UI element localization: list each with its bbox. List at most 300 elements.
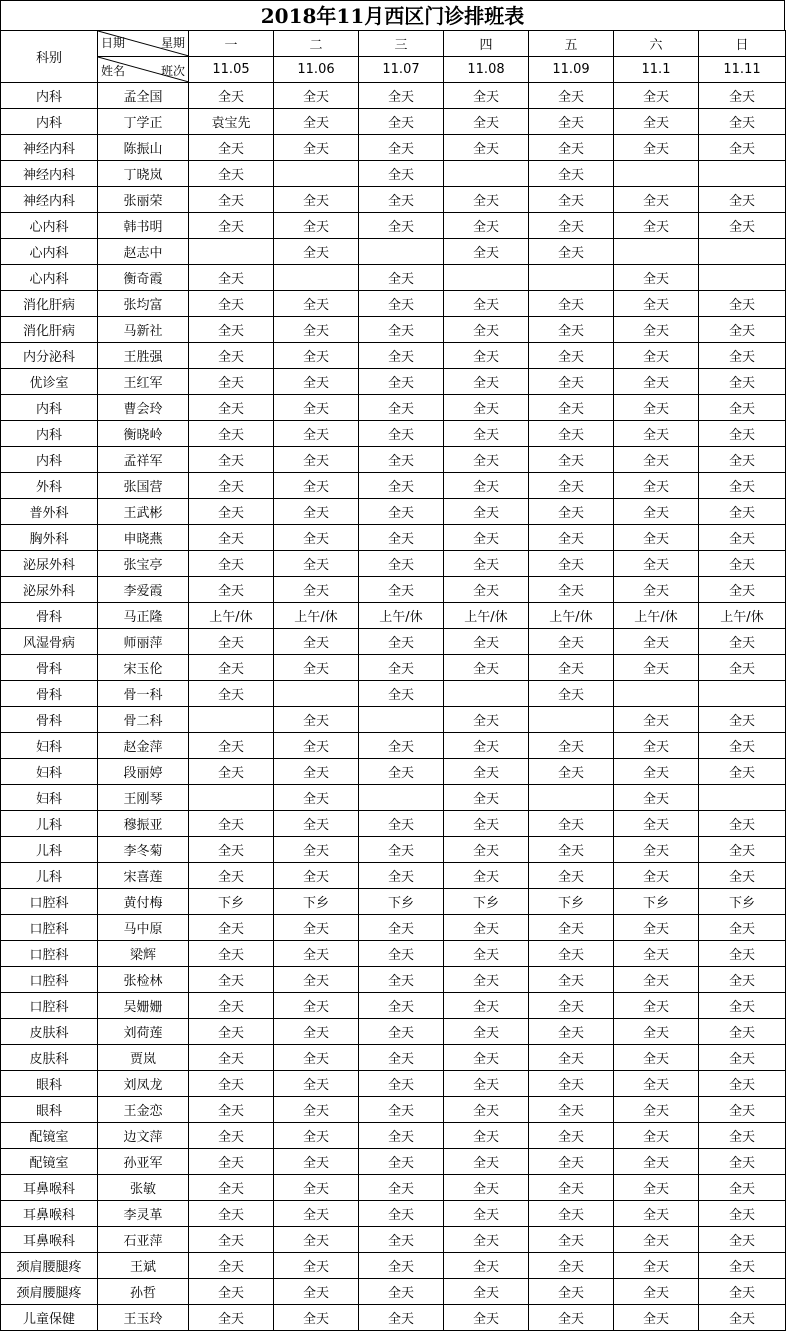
shift-cell: 全天 xyxy=(529,681,614,707)
shift-cell: 全天 xyxy=(529,473,614,499)
shift-cell: 全天 xyxy=(529,395,614,421)
doctor-name-cell: 衡晓岭 xyxy=(98,421,189,447)
doctor-name-cell: 张丽荣 xyxy=(98,187,189,213)
doctor-name-cell: 张宝亭 xyxy=(98,551,189,577)
shift-cell: 全天 xyxy=(274,707,359,733)
shift-cell: 全天 xyxy=(614,811,699,837)
shift-cell: 全天 xyxy=(529,941,614,967)
doctor-name-cell: 马新社 xyxy=(98,317,189,343)
shift-cell: 全天 xyxy=(274,629,359,655)
shift-cell: 全天 xyxy=(699,1253,786,1279)
shift-cell: 全天 xyxy=(274,941,359,967)
table-row xyxy=(1,161,786,187)
doctor-name-cell: 骨二科 xyxy=(98,707,189,733)
shift-cell: 全天 xyxy=(274,1019,359,1045)
shift-cell: 全天 xyxy=(529,1071,614,1097)
header-weekday-label: 星期 xyxy=(160,36,185,50)
shift-cell xyxy=(529,785,614,811)
doctor-name-cell: 张敏 xyxy=(98,1175,189,1201)
shift-cell: 全天 xyxy=(699,369,786,395)
table-row xyxy=(1,1019,786,1045)
shift-cell: 全天 xyxy=(699,577,786,603)
shift-cell: 下乡 xyxy=(699,889,786,915)
shift-cell: 全天 xyxy=(699,1123,786,1149)
shift-cell: 全天 xyxy=(444,1305,529,1331)
shift-cell: 全天 xyxy=(444,551,529,577)
table-row xyxy=(1,187,786,213)
doctor-name-cell: 宋玉伦 xyxy=(98,655,189,681)
table-row xyxy=(1,135,786,161)
shift-cell: 全天 xyxy=(189,1201,274,1227)
shift-cell: 全天 xyxy=(614,395,699,421)
shift-cell: 全天 xyxy=(274,83,359,109)
shift-cell: 全天 xyxy=(359,655,444,681)
shift-cell: 全天 xyxy=(444,915,529,941)
shift-cell: 全天 xyxy=(444,1279,529,1305)
shift-cell: 全天 xyxy=(359,369,444,395)
shift-cell: 全天 xyxy=(699,1071,786,1097)
shift-cell: 全天 xyxy=(359,629,444,655)
dept-cell: 妇科 xyxy=(1,759,98,785)
table-row xyxy=(1,1305,786,1331)
shift-cell: 全天 xyxy=(444,499,529,525)
doctor-name-cell: 王刚琴 xyxy=(98,785,189,811)
shift-cell: 全天 xyxy=(189,83,274,109)
shift-cell: 全天 xyxy=(529,759,614,785)
shift-cell: 全天 xyxy=(529,1019,614,1045)
shift-cell: 全天 xyxy=(189,681,274,707)
shift-cell: 全天 xyxy=(274,421,359,447)
shift-cell xyxy=(529,265,614,291)
shift-cell: 全天 xyxy=(359,733,444,759)
shift-cell: 上午/休 xyxy=(444,603,529,629)
dept-cell: 儿童保健 xyxy=(1,1305,98,1331)
shift-cell xyxy=(444,681,529,707)
shift-cell: 全天 xyxy=(189,343,274,369)
shift-cell: 全天 xyxy=(189,733,274,759)
shift-cell: 全天 xyxy=(359,525,444,551)
shift-cell: 全天 xyxy=(614,187,699,213)
shift-cell: 全天 xyxy=(699,629,786,655)
shift-cell: 全天 xyxy=(189,967,274,993)
doctor-name-cell: 石亚萍 xyxy=(98,1227,189,1253)
shift-cell: 下乡 xyxy=(444,889,529,915)
shift-cell: 上午/休 xyxy=(359,603,444,629)
doctor-name-cell: 王斌 xyxy=(98,1253,189,1279)
shift-cell: 全天 xyxy=(189,551,274,577)
shift-cell: 全天 xyxy=(529,1123,614,1149)
shift-cell: 全天 xyxy=(614,1305,699,1331)
shift-cell: 全天 xyxy=(189,187,274,213)
doctor-name-cell: 赵金萍 xyxy=(98,733,189,759)
shift-cell: 全天 xyxy=(444,863,529,889)
shift-cell: 全天 xyxy=(529,317,614,343)
dept-cell: 配镜室 xyxy=(1,1123,98,1149)
shift-cell: 全天 xyxy=(444,837,529,863)
shift-cell: 全天 xyxy=(189,1149,274,1175)
header-name-label: 姓名 xyxy=(101,64,126,78)
shift-cell: 全天 xyxy=(444,759,529,785)
header-date-weekday xyxy=(98,31,189,57)
shift-cell: 全天 xyxy=(359,187,444,213)
header-date: 11.06 xyxy=(274,57,359,83)
doctor-name-cell: 张均富 xyxy=(98,291,189,317)
header-weekday: 五 xyxy=(529,31,614,57)
dept-cell: 眼科 xyxy=(1,1071,98,1097)
shift-cell: 全天 xyxy=(614,213,699,239)
shift-cell: 全天 xyxy=(444,1175,529,1201)
dept-cell: 胸外科 xyxy=(1,525,98,551)
shift-cell: 全天 xyxy=(274,291,359,317)
doctor-name-cell: 李爱霞 xyxy=(98,577,189,603)
doctor-name-cell: 马中原 xyxy=(98,915,189,941)
shift-cell: 全天 xyxy=(274,239,359,265)
shift-cell: 全天 xyxy=(529,915,614,941)
dept-cell: 消化肝病 xyxy=(1,317,98,343)
dept-cell: 口腔科 xyxy=(1,941,98,967)
shift-cell: 全天 xyxy=(274,1227,359,1253)
shift-cell: 全天 xyxy=(189,447,274,473)
table-row xyxy=(1,837,786,863)
shift-cell: 全天 xyxy=(614,967,699,993)
shift-cell: 全天 xyxy=(614,993,699,1019)
shift-cell: 全天 xyxy=(189,421,274,447)
shift-cell: 全天 xyxy=(444,811,529,837)
shift-cell: 全天 xyxy=(189,915,274,941)
shift-cell: 全天 xyxy=(359,993,444,1019)
table-row xyxy=(1,1253,786,1279)
shift-cell xyxy=(529,707,614,733)
header-row-date xyxy=(1,57,786,83)
dept-cell: 消化肝病 xyxy=(1,291,98,317)
table-row xyxy=(1,343,786,369)
shift-cell: 全天 xyxy=(189,135,274,161)
shift-cell: 全天 xyxy=(274,733,359,759)
shift-cell: 全天 xyxy=(274,1045,359,1071)
shift-cell: 全天 xyxy=(359,161,444,187)
shift-cell: 全天 xyxy=(444,1123,529,1149)
shift-cell: 全天 xyxy=(614,941,699,967)
dept-cell: 颈肩腰腿疼 xyxy=(1,1253,98,1279)
shift-cell: 全天 xyxy=(274,785,359,811)
shift-cell: 全天 xyxy=(614,369,699,395)
shift-cell: 全天 xyxy=(614,577,699,603)
dept-cell: 外科 xyxy=(1,473,98,499)
shift-cell: 全天 xyxy=(699,395,786,421)
doctor-name-cell: 韩书明 xyxy=(98,213,189,239)
shift-cell: 全天 xyxy=(359,265,444,291)
table-header xyxy=(1,31,786,83)
shift-cell: 全天 xyxy=(699,733,786,759)
dept-cell: 优诊室 xyxy=(1,369,98,395)
table-row xyxy=(1,447,786,473)
header-weekday: 二 xyxy=(274,31,359,57)
shift-cell xyxy=(699,161,786,187)
doctor-name-cell: 孙哲 xyxy=(98,1279,189,1305)
doctor-name-cell: 孟祥军 xyxy=(98,447,189,473)
shift-cell: 全天 xyxy=(274,863,359,889)
shift-cell: 全天 xyxy=(359,1071,444,1097)
header-date: 11.09 xyxy=(529,57,614,83)
dept-cell: 神经内科 xyxy=(1,135,98,161)
header-weekday: 四 xyxy=(444,31,529,57)
shift-cell: 全天 xyxy=(444,1071,529,1097)
table-row xyxy=(1,1071,786,1097)
shift-cell: 全天 xyxy=(444,1253,529,1279)
shift-cell: 全天 xyxy=(359,1305,444,1331)
shift-cell xyxy=(614,161,699,187)
shift-cell: 全天 xyxy=(529,161,614,187)
shift-cell: 全天 xyxy=(274,915,359,941)
doctor-name-cell: 赵志中 xyxy=(98,239,189,265)
shift-cell: 全天 xyxy=(614,1253,699,1279)
doctor-name-cell: 曹会玲 xyxy=(98,395,189,421)
shift-cell: 全天 xyxy=(529,993,614,1019)
table-row xyxy=(1,655,786,681)
shift-cell: 全天 xyxy=(614,1149,699,1175)
doctor-name-cell: 衡奇霞 xyxy=(98,265,189,291)
dept-cell: 内科 xyxy=(1,421,98,447)
header-date: 11.1 xyxy=(614,57,699,83)
dept-cell: 口腔科 xyxy=(1,915,98,941)
table-row xyxy=(1,525,786,551)
shift-cell: 全天 xyxy=(274,1175,359,1201)
shift-cell: 全天 xyxy=(529,837,614,863)
shift-cell: 全天 xyxy=(529,1253,614,1279)
shift-cell: 全天 xyxy=(359,343,444,369)
doctor-name-cell: 王胜强 xyxy=(98,343,189,369)
doctor-name-cell: 丁学正 xyxy=(98,109,189,135)
shift-cell: 全天 xyxy=(614,421,699,447)
shift-cell: 全天 xyxy=(614,629,699,655)
header-shift-label: 班次 xyxy=(160,64,185,78)
table-row xyxy=(1,733,786,759)
doctor-name-cell: 黄付梅 xyxy=(98,889,189,915)
table-body xyxy=(1,83,786,1331)
shift-cell: 全天 xyxy=(359,135,444,161)
shift-cell: 全天 xyxy=(359,811,444,837)
shift-cell xyxy=(699,265,786,291)
shift-cell: 全天 xyxy=(614,291,699,317)
shift-cell: 全天 xyxy=(529,551,614,577)
shift-cell: 上午/休 xyxy=(699,603,786,629)
shift-cell: 全天 xyxy=(359,291,444,317)
doctor-name-cell: 穆振亚 xyxy=(98,811,189,837)
shift-cell: 全天 xyxy=(699,1097,786,1123)
shift-cell: 袁宝先 xyxy=(189,109,274,135)
doctor-name-cell: 张检林 xyxy=(98,967,189,993)
shift-cell: 全天 xyxy=(444,1045,529,1071)
shift-cell: 全天 xyxy=(189,291,274,317)
shift-cell: 全天 xyxy=(614,655,699,681)
shift-cell: 全天 xyxy=(444,1019,529,1045)
shift-cell: 全天 xyxy=(274,993,359,1019)
shift-cell: 全天 xyxy=(274,109,359,135)
shift-cell: 全天 xyxy=(189,213,274,239)
shift-cell: 全天 xyxy=(274,551,359,577)
shift-cell: 全天 xyxy=(444,369,529,395)
dept-cell: 内科 xyxy=(1,447,98,473)
shift-cell: 全天 xyxy=(274,369,359,395)
shift-cell: 全天 xyxy=(274,343,359,369)
header-weekday: 六 xyxy=(614,31,699,57)
shift-cell: 全天 xyxy=(189,1227,274,1253)
shift-cell: 全天 xyxy=(444,1097,529,1123)
shift-cell: 全天 xyxy=(699,707,786,733)
shift-cell: 全天 xyxy=(614,1227,699,1253)
shift-cell: 全天 xyxy=(529,811,614,837)
shift-cell: 全天 xyxy=(699,1201,786,1227)
shift-cell: 全天 xyxy=(529,577,614,603)
shift-cell xyxy=(614,681,699,707)
shift-cell: 全天 xyxy=(614,447,699,473)
table-row xyxy=(1,265,786,291)
shift-cell: 全天 xyxy=(699,525,786,551)
shift-cell: 全天 xyxy=(699,1175,786,1201)
shift-cell: 全天 xyxy=(359,577,444,603)
shift-cell xyxy=(444,161,529,187)
shift-cell: 全天 xyxy=(444,1201,529,1227)
shift-cell: 全天 xyxy=(189,395,274,421)
shift-cell: 下乡 xyxy=(529,889,614,915)
shift-cell: 全天 xyxy=(189,1019,274,1045)
shift-cell: 全天 xyxy=(189,1097,274,1123)
shift-cell: 全天 xyxy=(274,135,359,161)
doctor-name-cell: 骨一科 xyxy=(98,681,189,707)
shift-cell: 全天 xyxy=(359,837,444,863)
doctor-name-cell: 段丽婷 xyxy=(98,759,189,785)
shift-cell: 全天 xyxy=(699,421,786,447)
shift-cell: 全天 xyxy=(444,993,529,1019)
table-row xyxy=(1,1175,786,1201)
shift-cell: 全天 xyxy=(359,1175,444,1201)
shift-cell: 上午/休 xyxy=(189,603,274,629)
shift-cell: 全天 xyxy=(274,759,359,785)
table-row xyxy=(1,1149,786,1175)
shift-cell: 全天 xyxy=(359,551,444,577)
table-row xyxy=(1,1227,786,1253)
shift-cell: 全天 xyxy=(274,1305,359,1331)
shift-cell: 全天 xyxy=(359,1097,444,1123)
shift-cell: 全天 xyxy=(529,863,614,889)
shift-cell: 全天 xyxy=(614,863,699,889)
dept-cell: 耳鼻喉科 xyxy=(1,1201,98,1227)
shift-cell: 全天 xyxy=(529,655,614,681)
shift-cell: 全天 xyxy=(529,187,614,213)
dept-cell: 皮肤科 xyxy=(1,1045,98,1071)
dept-cell: 耳鼻喉科 xyxy=(1,1227,98,1253)
shift-cell: 全天 xyxy=(359,863,444,889)
shift-cell: 全天 xyxy=(444,629,529,655)
dept-cell: 泌尿外科 xyxy=(1,577,98,603)
shift-cell: 全天 xyxy=(699,811,786,837)
dept-cell: 普外科 xyxy=(1,499,98,525)
shift-cell: 全天 xyxy=(614,759,699,785)
header-name-shift xyxy=(98,57,189,83)
shift-cell: 全天 xyxy=(699,447,786,473)
shift-cell: 全天 xyxy=(359,1279,444,1305)
shift-cell: 全天 xyxy=(699,967,786,993)
table-row xyxy=(1,421,786,447)
doctor-name-cell: 宋喜莲 xyxy=(98,863,189,889)
shift-cell: 全天 xyxy=(529,629,614,655)
shift-cell: 全天 xyxy=(699,993,786,1019)
shift-cell: 全天 xyxy=(444,733,529,759)
dept-cell: 妇科 xyxy=(1,733,98,759)
shift-cell: 全天 xyxy=(274,447,359,473)
shift-cell: 全天 xyxy=(189,863,274,889)
shift-cell: 全天 xyxy=(359,317,444,343)
shift-cell xyxy=(699,785,786,811)
table-row xyxy=(1,967,786,993)
shift-cell: 全天 xyxy=(614,1019,699,1045)
shift-cell: 全天 xyxy=(614,785,699,811)
doctor-name-cell: 刘荷莲 xyxy=(98,1019,189,1045)
dept-cell: 骨科 xyxy=(1,603,98,629)
shift-cell: 全天 xyxy=(614,1175,699,1201)
shift-cell: 下乡 xyxy=(359,889,444,915)
shift-cell: 全天 xyxy=(699,1279,786,1305)
shift-cell: 全天 xyxy=(699,213,786,239)
shift-cell: 全天 xyxy=(614,837,699,863)
shift-cell: 全天 xyxy=(444,707,529,733)
shift-cell: 全天 xyxy=(614,1201,699,1227)
dept-cell: 口腔科 xyxy=(1,993,98,1019)
shift-cell: 全天 xyxy=(529,1175,614,1201)
table-row xyxy=(1,603,786,629)
table-row xyxy=(1,473,786,499)
shift-cell: 全天 xyxy=(699,863,786,889)
dept-cell: 眼科 xyxy=(1,1097,98,1123)
table-row xyxy=(1,83,786,109)
shift-cell: 全天 xyxy=(529,421,614,447)
shift-cell: 上午/休 xyxy=(529,603,614,629)
shift-cell: 全天 xyxy=(189,837,274,863)
doctor-name-cell: 申晓燕 xyxy=(98,525,189,551)
shift-cell: 全天 xyxy=(274,967,359,993)
shift-cell: 全天 xyxy=(529,291,614,317)
doctor-name-cell: 孙亚军 xyxy=(98,1149,189,1175)
shift-cell: 全天 xyxy=(699,1227,786,1253)
shift-cell: 全天 xyxy=(529,967,614,993)
shift-cell: 全天 xyxy=(274,473,359,499)
dept-cell: 儿科 xyxy=(1,837,98,863)
shift-cell: 全天 xyxy=(699,473,786,499)
doctor-name-cell: 陈振山 xyxy=(98,135,189,161)
shift-cell: 全天 xyxy=(189,1071,274,1097)
table-row xyxy=(1,291,786,317)
shift-cell: 全天 xyxy=(444,317,529,343)
doctor-name-cell: 师丽萍 xyxy=(98,629,189,655)
table-row xyxy=(1,1097,786,1123)
shift-cell: 全天 xyxy=(189,1175,274,1201)
shift-cell: 全天 xyxy=(444,291,529,317)
shift-cell xyxy=(189,785,274,811)
dept-cell: 内科 xyxy=(1,109,98,135)
shift-cell: 全天 xyxy=(274,1071,359,1097)
table-row xyxy=(1,993,786,1019)
shift-cell: 全天 xyxy=(359,421,444,447)
doctor-name-cell: 王金恋 xyxy=(98,1097,189,1123)
shift-cell: 全天 xyxy=(359,83,444,109)
shift-cell: 全天 xyxy=(359,1227,444,1253)
shift-cell: 全天 xyxy=(614,525,699,551)
shift-cell: 全天 xyxy=(699,135,786,161)
dept-cell: 儿科 xyxy=(1,863,98,889)
shift-cell: 全天 xyxy=(529,1279,614,1305)
shift-cell: 全天 xyxy=(359,1253,444,1279)
shift-cell: 全天 xyxy=(529,1045,614,1071)
